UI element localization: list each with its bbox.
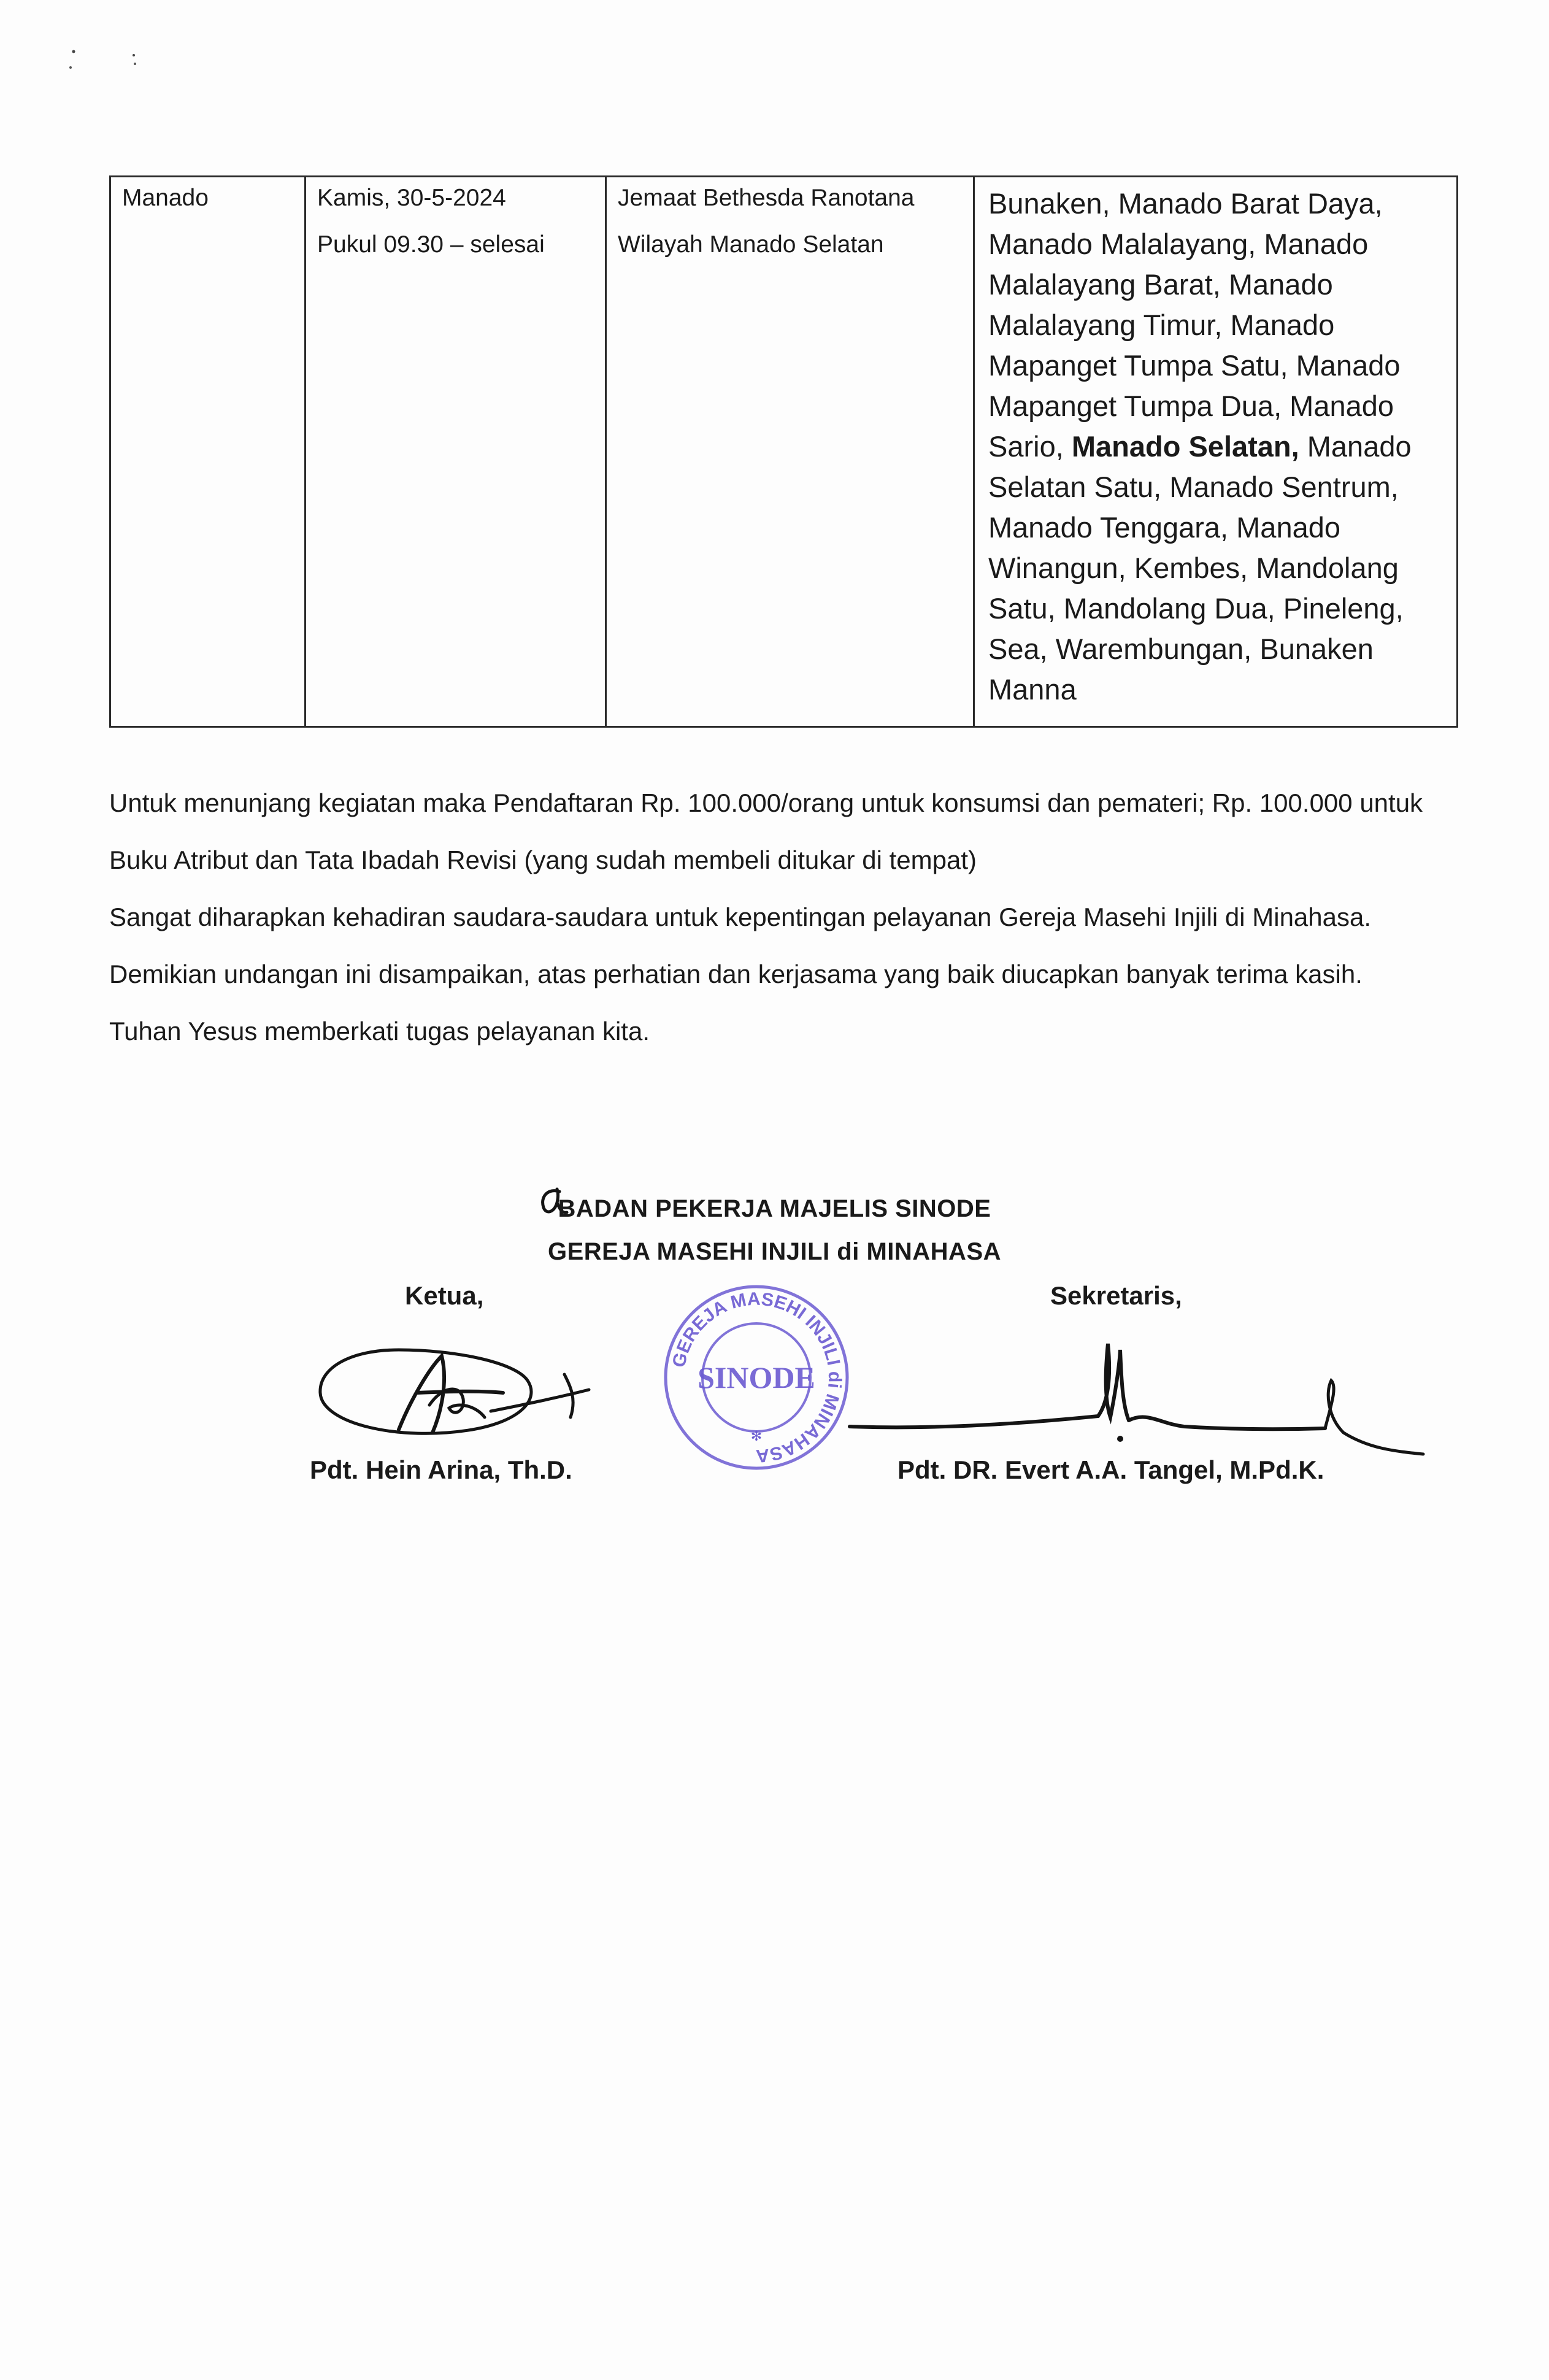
region-text: Manado	[122, 185, 209, 211]
org-line-1: BADAN PEKERJA MAJELIS SINODE	[558, 1195, 991, 1222]
region-cell	[110, 177, 306, 727]
venue-text: Jemaat Bethesda Ranotana	[618, 185, 915, 211]
time-text: Pukul 09.30 – selesai	[317, 231, 545, 258]
venue-area-text: Wilayah Manado Selatan	[618, 231, 884, 258]
areas-text-before: Bunaken, Manado Barat Daya, Manado Malalayang, Manado Malalayang Barat, Manado Malalayang Timur, Manado Mapanget Tumpa Satu, Manado Mapanget Tumpa Dua, Manado Sario,	[988, 187, 1401, 463]
table-row	[110, 177, 1458, 727]
secretary-title: Sekretaris,	[1050, 1281, 1182, 1310]
date-text: Kamis, 30-5-2024	[317, 185, 506, 211]
closing-paragraph: Demikian undangan ini disampaikan, atas perhatian dan kerjasama yang baik diucapkan banyak terima kasih.	[109, 960, 1363, 988]
venue-cell	[606, 177, 974, 727]
areas-text-after: Manado Selatan Satu, Manado Sentrum, Manado Tenggara, Manado Winangun, Kembes, Mandolang Satu, Mandolang Dua, Pineleng, Sea, Warembungan, Bunaken Manna	[988, 430, 1412, 706]
seal-center-text: SINODE	[698, 1360, 815, 1395]
attendance-paragraph: Sangat diharapkan kehadiran saudara-saudara untuk kepentingan pelayanan Gereja Masehi Injili di Minahasa.	[109, 903, 1372, 931]
svg-text:✻: ✻	[750, 1429, 763, 1444]
letter-body	[109, 774, 1459, 1060]
seal-ring-text: GEREJA MASEHI INJILI di MINAHASA	[669, 1288, 845, 1466]
org-line-2: GEREJA MASEHI INJILI di MINAHASA	[547, 1238, 1002, 1265]
date-cell	[306, 177, 606, 727]
scan-specks	[61, 43, 160, 80]
chair-name: Pdt. Hein Arina, Th.D.	[310, 1455, 572, 1484]
areas-cell	[974, 177, 1458, 727]
chair-title: Ketua,	[405, 1281, 484, 1310]
chair-signature	[307, 1325, 620, 1454]
secretary-name: Pdt. DR. Evert A.A. Tangel, M.Pd.K.	[897, 1455, 1324, 1484]
sinode-seal	[661, 1282, 851, 1473]
schedule-table	[109, 175, 1458, 728]
areas-text-bold: Manado Selatan,	[1071, 430, 1299, 463]
blessing-paragraph: Tuhan Yesus memberkati tugas pelayanan kita.	[109, 1017, 650, 1046]
registration-paragraph: Untuk menunjang kegiatan maka Pendaftaran Rp. 100.000/orang untuk konsumsi dan pemateri; Rp. 100.000 untuk Buku Atribut dan Tata Ibadah Revisi (yang sudah membeli ditukar di tempat)	[109, 788, 1423, 874]
